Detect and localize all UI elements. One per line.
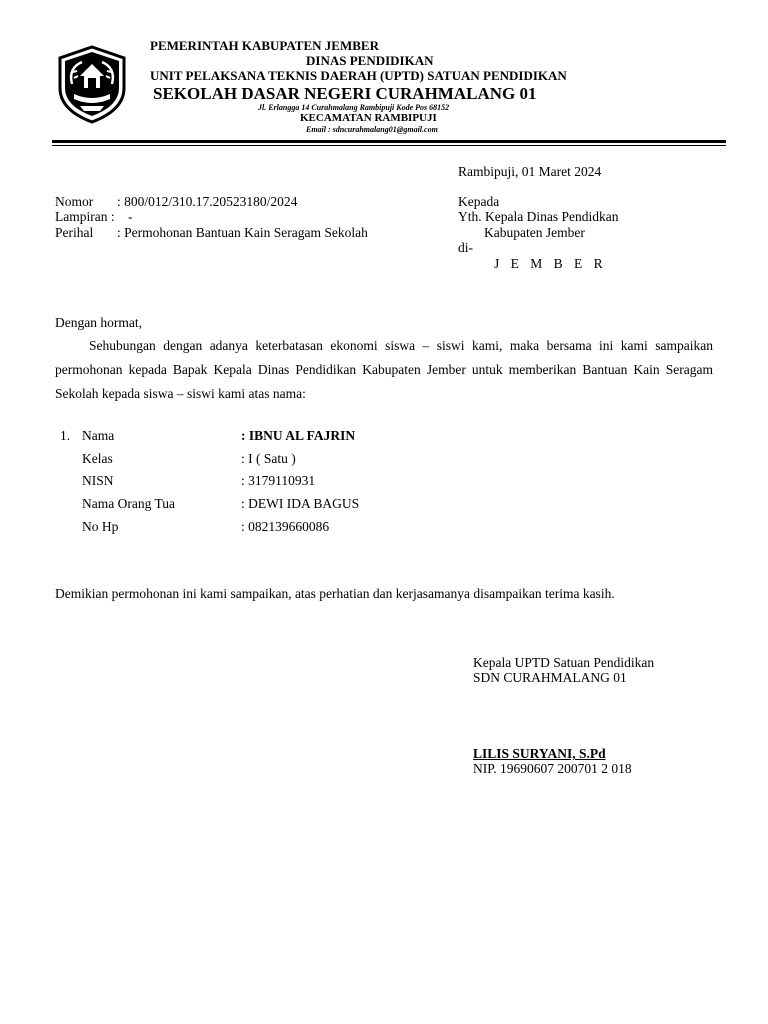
student-parent-value: : DEWI IDA BAGUS (241, 496, 360, 511)
signature-title1: Kepala UPTD Satuan Pendidikan (473, 655, 655, 670)
recipient-line1: Yth. Kepala Dinas Pendidkan (458, 209, 619, 224)
meta-subject-label: Perihal (55, 225, 94, 240)
student-name-label: Nama (82, 428, 115, 443)
student-nisn-value: : 3179110931 (241, 473, 316, 488)
meta-attachment-label: Lampiran : (55, 209, 115, 224)
student-name-value: : IBNU AL FAJRIN (241, 428, 356, 443)
student-phone-value: : 082139660086 (241, 519, 330, 534)
letterhead-government: PEMERINTAH KABUPATEN JEMBER (150, 38, 379, 53)
body-paragraph: Sehubungan dengan adanya keterbatasan ekonomi siswa – siswi kami, maka bersama ini kami sampaikan permohonan kepada Bapak Kepala Dinas Pendidikan Kabupaten Jember untuk memberikan Bantuan Kain Seragam Sekolah kepada siswa – siswi kami atas nama: (55, 338, 713, 401)
student-nisn-label: NISN (82, 473, 114, 488)
letterhead-unit: UNIT PELAKSANA TEKNIS DAERAH (UPTD) SATUAN PENDIDIKAN (150, 68, 567, 83)
letterhead-address: Jl. Erlangga 14 Curahmalang Rambipuji Kode Pos 68152 (258, 103, 450, 112)
student-number: 1. (60, 428, 71, 443)
letterhead-district: KECAMATAN RAMBIPUJI (300, 112, 437, 124)
meta-number-value: : 800/012/310.17.20523180/2024 (117, 194, 298, 209)
jember-regency-emblem-icon (52, 44, 132, 124)
student-parent-label: Nama Orang Tua (82, 496, 175, 511)
meta-number-label: Nomor (55, 194, 94, 209)
letterhead-divider-thin (52, 145, 726, 146)
student-class-value: : I ( Satu ) (241, 451, 296, 466)
letterhead-email: Email : sdncurahmalang01@gmail.com (306, 125, 438, 134)
signature-nip: NIP. 19690607 200701 2 018 (473, 761, 632, 776)
letterhead-school-name: SEKOLAH DASAR NEGERI CURAHMALANG 01 (153, 84, 537, 103)
letter-date: Rambipuji, 01 Maret 2024 (458, 164, 602, 179)
letterhead-department: DINAS PENDIDIKAN (306, 53, 434, 68)
signature-title2: SDN CURAHMALANG 01 (473, 670, 627, 685)
letterhead (0, 0, 768, 150)
closing-sentence: Demikian permohonan ini kami sampaikan, atas perhatian dan kerjasamanya disampaikan terima kasih. (55, 586, 615, 601)
greeting: Dengan hormat, (55, 315, 142, 330)
meta-attachment-value: - (128, 209, 133, 224)
recipient-city: J E M B E R (494, 256, 607, 271)
student-class-label: Kelas (82, 451, 113, 466)
letterhead-divider (52, 140, 726, 143)
student-phone-label: No Hp (82, 519, 119, 534)
signature-name: LILIS SURYANI, S.Pd (473, 746, 606, 761)
recipient-line2: Kabupaten Jember (484, 225, 585, 240)
meta-subject-value: : Permohonan Bantuan Kain Seragam Sekolah (117, 225, 368, 240)
recipient-to: Kepada (458, 194, 500, 209)
recipient-line3: di- (458, 240, 473, 255)
